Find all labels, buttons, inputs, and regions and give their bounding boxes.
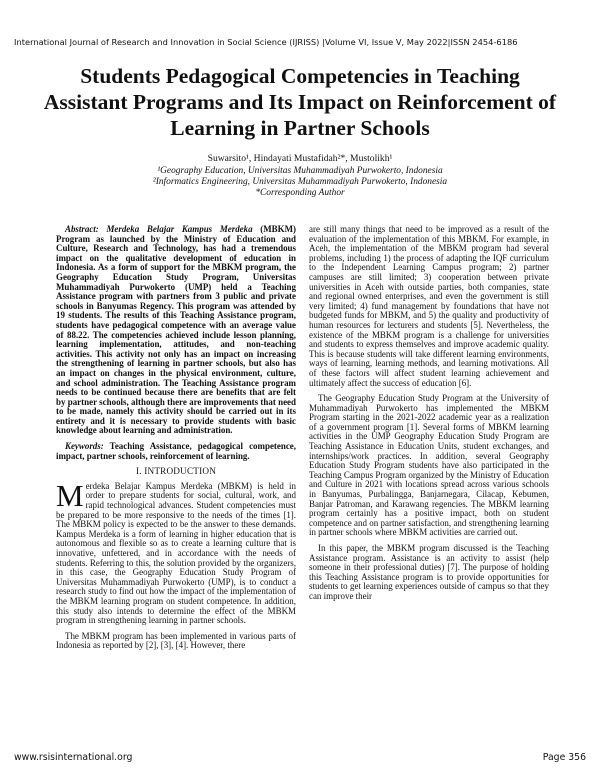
keywords [56,442,296,461]
right-column [309,225,549,608]
abstract-label: Abstract: [65,224,99,234]
author-list: Suwarsito¹, Hindayati Mustafidah²*, Mustolikh¹ [207,153,393,164]
keywords-label: Keywords: [65,441,104,452]
footer-url: www.rsisinternational.org [14,752,133,763]
page-footer [14,752,586,766]
abstract [56,225,296,436]
affiliation-2: ²Informatics Engineering, Universitas Muhammadiyah Purwokerto, Indonesia [152,177,448,187]
intro-paragraph-3: are still many things that need to be improved as a result of the evaluation of the implementation of this MBKM. For example, in Aceh, the implementation of the MBKM program had several problems, including 1) the process of adapting the IQF curriculum to the Independent Learning Campus program; 2) partner campuses are still limited; 3) cooperation between private universities in Aceh with outside parties, both companies, state and regional owned enterprises, and even the government is still very limited; 4) fund management by foundations that have not budgeted funds for MBKM, and 5) the quality and productivity of human resources for lecturers and students [5]. Nevertheless, the existence of the MBKM program is a challenge for universities and students to express themselves and improve academic quality. This is because students will take different learning environments, ways of learning, learning methods, and learning motivations. All of these factors will affect student learning achievement and ultimately affect the success of education [6]. [309,224,549,388]
drop-cap: M [56,477,84,513]
affiliation-1: ¹Geography Education, Universitas Muhammadiyah Purwokerto, Indonesia [157,166,443,176]
abstract-program-name: Merdeka Belajar Kampus Merdeka [106,224,253,234]
section-heading-introduction: I. INTRODUCTION [135,466,217,477]
intro-paragraph-2: The MBKM program has been implemented in various parts of Indonesia as reported by [2], [3], [4]. However, there [56,630,296,651]
intro-paragraph-1-text: erdeka Belajar Kampus Merdeka (MBKM) is held in order to prepare students for social, cultural, work, and rapid technological advances. Student competencies must be prepared to be more responsive to the needs of the times [1]. The MBKM policy is expected to be the answer to these demands. Kampus Merdeka is a form of learning in higher education that is autonomous and flexible so as to create a learning culture that is innovative, unfettered, and in accordance with the needs of students. Referring to this, the solution provided by the organizers, in this case, the Geography Education Study Program of Universitas Muhammadiyah Purwokerto (UMP), is to conduct a research study to find out how the impact of the implementation of the MBKM learning program on student competence. In addition, this study also intends to determine the effect of the MBKM program in strengthening learning in partner schools. [56,480,296,626]
keywords-text: Teaching Assistance, pedagogical competence, impact, partner schools, reinforcement of learning. [56,441,296,461]
corresponding-author-note: *Corresponding Author [255,188,345,198]
intro-paragraph-1 [56,477,296,626]
page-number: Page 356 [542,752,586,763]
abstract-text: (MBKM) Program as launched by the Ministry of Education and Culture, Research and Technology, has had a tremendous impact on the qualitative development of education in Indonesia. As a form of support for the MBKM program, the Geography Education Study Program, Universitas Muhammadiyah Purwokerto (UMP) held a Teaching Assistance program with partners from 3 public and private schools in Banyumas Regency. This program was attended by 19 students. The results of this Teaching Assistance program, students have pedagogical competence with an average value of 88.22. The competencies achieved include lesson planning, learning implementation, attitudes, and non-teaching activities. This activity not only has an impact on increasing the strengthening of learning in partner schools, but also has an impact on changes in the physical environment, culture, and school administration. The Teaching Assistance program needs to be continued because there are benefits that are felt by partner schools, although there are improvements that need to be made, namely this activity should be carried out in its entirety and it is necessary to provide students with basic knowledge about learning and administration. [56,224,296,436]
journal-header: International Journal of Research and Innovation in Social Science (IJRISS) |Volume VI, Issue V, May 2022|ISSN 2454-6186 [14,37,518,47]
intro-paragraph-5: In this paper, the MBKM program discussed is the Teaching Assistance program. Assistance is an activity to assist (help someone in their professional duties) [7]. The purpose of holding this Teaching Assistance program is to provide opportunities for students to get learning experiences outside of campus so that they can improve their [309,543,549,601]
paper-title: Students Pedagogical Competencies in Teaching Assistant Programs and Its Impact on Reinforcement of Learning in Partner Schools [43,64,557,140]
left-column [56,225,296,657]
intro-paragraph-4: The Geography Education Study Program at the University of Muhammadiyah Purwokerto has implemented the MBKM Program starting in the 2021-2022 academic year as a realization of a government program [1]. Several forms of MBKM learning activities in the UMP Geography Education Study Program are Teaching Assistance in Education Units, student exchanges, and internships/work practices. In addition, several Geography Education Study Program students have also participated in the Teaching Campus Program organized by the Ministry of Education and Culture in 2021 with locations spread across various schools in Banyumas, Purbalingga, Banjarnegara, Cilacap, Kebumen, Banjar Patroman, and Karawang regencies. The MBKM learning program certainly has a positive impact, both on student competence and on partner satisfaction, and strengthening learning in partner schools where MBKM activities are carried out. [309,393,549,538]
